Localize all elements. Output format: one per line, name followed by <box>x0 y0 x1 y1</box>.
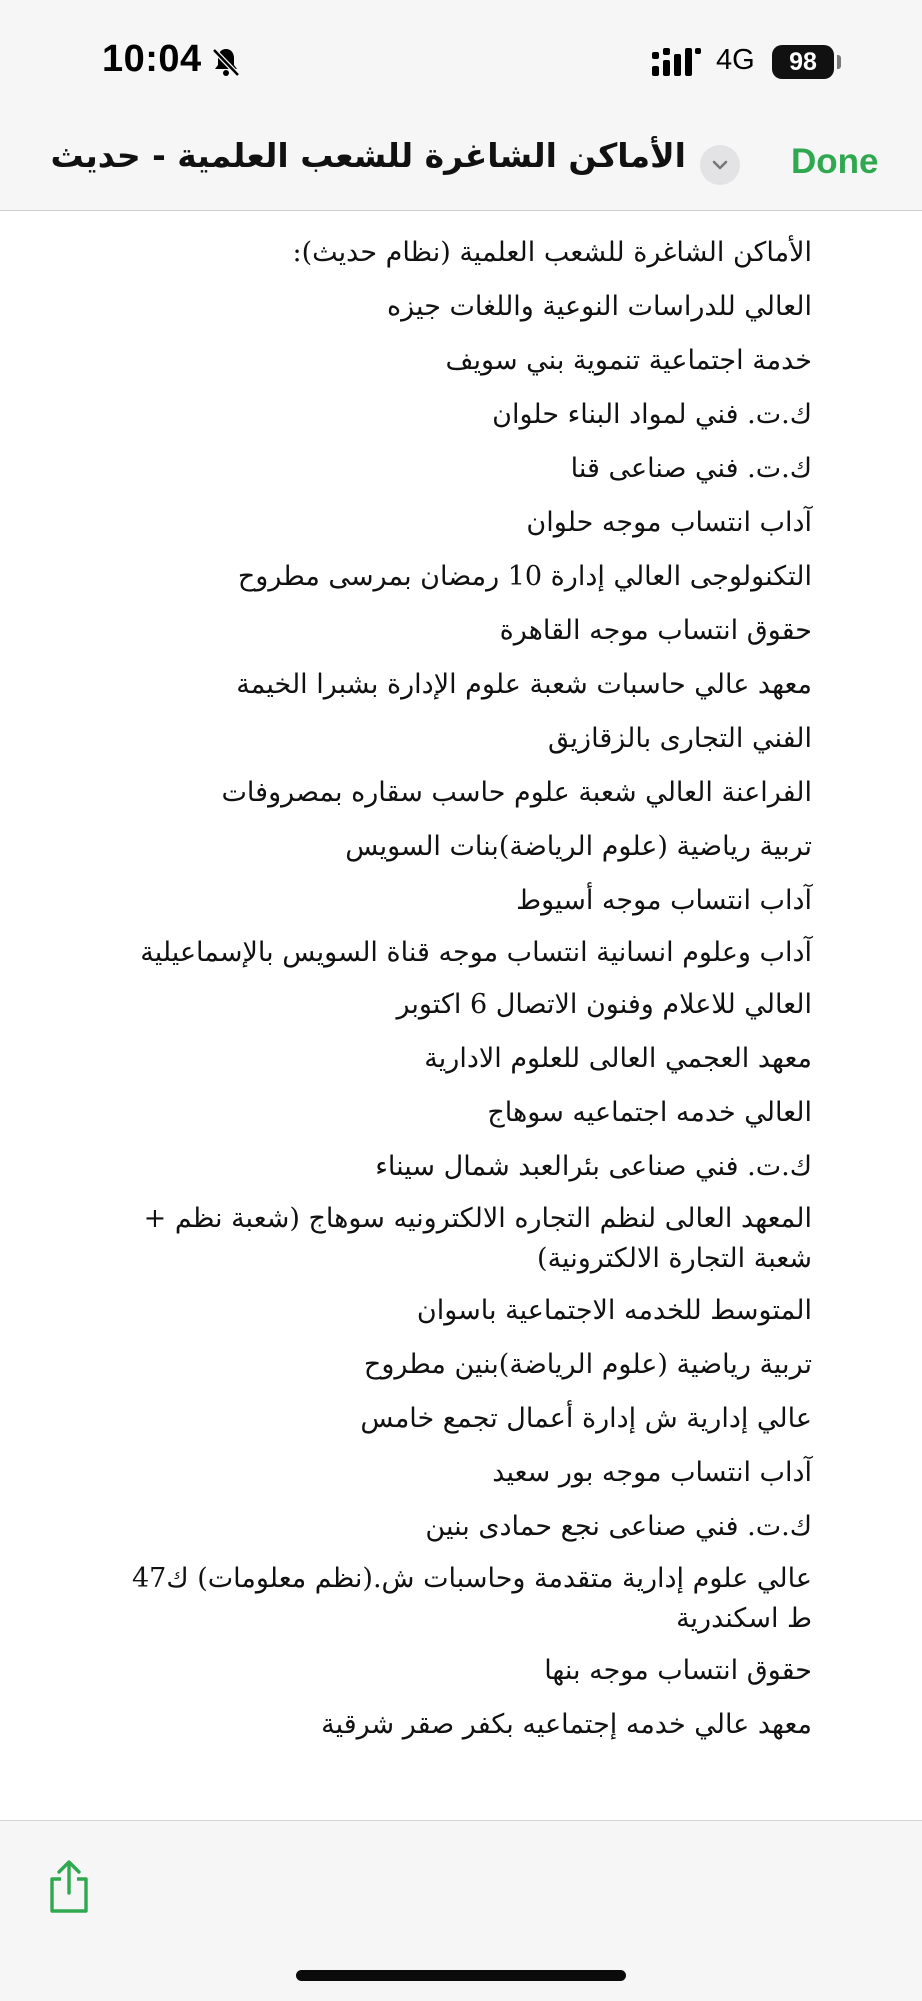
navigation-bar <box>0 118 922 211</box>
doc-line: معهد العجمي العالى للعلوم الادارية <box>424 1043 812 1074</box>
doc-line: عالي إدارية ش إدارة أعمال تجمع خامس <box>360 1403 812 1434</box>
doc-line: ك.ت. فني لمواد البناء حلوان <box>492 399 812 430</box>
document-body[interactable] <box>0 211 922 1820</box>
cellular-signal-icon <box>652 46 702 78</box>
doc-line: العالي للدراسات النوعية واللغات جيزه <box>387 291 812 322</box>
doc-line: الفني التجارى بالزقازيق <box>548 723 812 754</box>
battery-indicator <box>772 45 834 79</box>
doc-line: تربية رياضية (علوم الرياضة)بنين مطروح <box>363 1349 812 1380</box>
bell-slash-icon <box>208 44 244 80</box>
status-time: 10:04 <box>102 38 202 80</box>
doc-line: المتوسط للخدمه الاجتماعية باسوان <box>416 1295 812 1326</box>
doc-line: ك.ت. فني صناعى بئرالعبد شمال سيناء <box>375 1151 812 1182</box>
doc-line: آداب انتساب موجه حلوان <box>526 507 812 538</box>
battery-level: 98 <box>789 48 817 76</box>
doc-line: آداب وعلوم انسانية انتساب موجه قناة السويس بالإسماعيلية <box>140 937 812 968</box>
doc-line: المعهد العالى لنظم التجاره الالكترونيه سوهاج (شعبة نظم + شعبة التجارة الالكترونية) <box>143 1203 812 1274</box>
title-menu-button[interactable] <box>700 145 740 185</box>
doc-line: العالي للاعلام وفنون الاتصال 6 اكتوبر <box>396 989 812 1020</box>
document-text <box>112 231 812 1757</box>
doc-line: ك.ت. فني صناعى نجع حمادى بنين <box>425 1511 812 1542</box>
share-icon[interactable] <box>46 1859 92 1915</box>
network-type: 4G <box>716 44 755 76</box>
doc-line: التكنولوجى العالي إدارة 10 رمضان بمرسى مطروح <box>237 561 812 592</box>
doc-line: ك.ت. فني صناعى قنا <box>570 453 812 484</box>
doc-line: الأماكن الشاغرة للشعب العلمية (نظام حديث): <box>292 237 812 268</box>
doc-line: حقوق انتساب موجه القاهرة <box>499 615 812 646</box>
chevron-down-icon <box>710 155 730 175</box>
done-button[interactable]: Done <box>791 142 879 181</box>
document-title[interactable]: الأماكن الشاغرة للشعب العلمية - حديث <box>50 136 686 175</box>
doc-line: عالي علوم إدارية متقدمة وحاسبات ش.(نظم معلومات) ك47 ط اسكندرية <box>132 1563 812 1634</box>
doc-line: الفراعنة العالي شعبة علوم حاسب سقاره بمصروفات <box>221 777 812 808</box>
doc-line: آداب انتساب موجه بور سعيد <box>492 1457 812 1488</box>
home-indicator <box>296 1970 626 1981</box>
doc-line: العالي خدمه اجتماعيه سوهاج <box>487 1097 812 1128</box>
status-bar <box>0 0 922 118</box>
doc-line: آداب انتساب موجه أسيوط <box>516 885 812 916</box>
doc-line: تربية رياضية (علوم الرياضة)بنات السويس <box>345 831 812 862</box>
doc-line: معهد عالي حاسبات شعبة علوم الإدارة بشبرا الخيمة <box>236 669 812 700</box>
doc-line: معهد عالي خدمه إجتماعيه بكفر صقر شرقية <box>321 1709 812 1740</box>
battery-tip <box>837 55 841 69</box>
doc-line: حقوق انتساب موجه بنها <box>544 1655 812 1686</box>
doc-line: خدمة اجتماعية تنموية بني سويف <box>445 345 812 376</box>
